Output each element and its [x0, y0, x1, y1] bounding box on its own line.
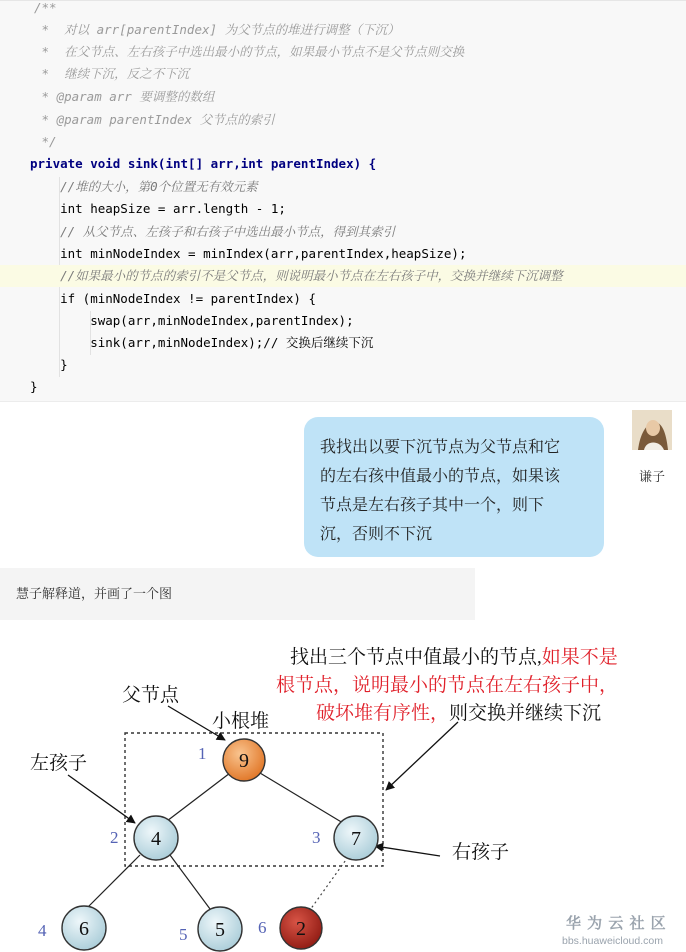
- label-left-child: 左孩子: [30, 753, 88, 774]
- avatar-image: [632, 410, 672, 450]
- heap-diagram: [0, 630, 686, 952]
- node-index: 4: [38, 921, 47, 940]
- code-line: * @param parentIndex 父节点的索引: [34, 112, 275, 127]
- code-line: * 对以 arr[parentIndex] 为父节点的堆进行调整（下沉）: [34, 22, 400, 37]
- chat-bubble-line: 我找出以要下沉节点为父节点和它: [320, 439, 561, 456]
- label-heap: 小根堆: [212, 711, 270, 732]
- tree-edge: [170, 855, 213, 913]
- code-line: * @param arr 要调整的数组: [34, 89, 215, 104]
- tree-edge: [167, 773, 230, 821]
- chat-bubble: [304, 417, 604, 557]
- code-line: //如果最小的节点的索引不是父节点，则说明最小节点在左右孩子中，交换并继续下沉调整: [30, 268, 563, 283]
- chat-bubble-line: 节点是左右孩子其中一个，则下: [320, 497, 545, 514]
- code-line: */: [34, 134, 57, 149]
- diagram-title-red: 如果不是: [541, 647, 618, 668]
- code-line: * 继续下沉，反之不下沉: [34, 66, 190, 81]
- node-index: 3: [312, 828, 321, 847]
- code-line: * 在父节点、左右孩子中选出最小的节点，如果最小节点不是父节点则交换: [34, 44, 465, 59]
- heap-node-6: [258, 907, 322, 949]
- diagram-title-red: 根节点，说明最小的节点在左右孩子中，: [276, 675, 619, 696]
- code-line: }: [30, 379, 38, 394]
- node-value: 7: [351, 828, 361, 850]
- diagram-title-red: 破坏堆有序性，: [316, 703, 450, 724]
- node-index: 6: [258, 918, 267, 937]
- label-right-child: 右孩子: [452, 842, 510, 863]
- node-value: 4: [151, 828, 161, 850]
- code-line: if (minNodeIndex != parentIndex) {: [30, 291, 316, 306]
- diagram-title-black: 则交换并继续下沉: [449, 703, 602, 724]
- watermark-url: bbs.huaweicloud.com: [562, 935, 663, 947]
- code-line: swap(arr,minNodeIndex,parentIndex);: [30, 313, 354, 328]
- heap-node-2: [110, 816, 178, 860]
- node-index: 1: [198, 744, 207, 763]
- node-value: 6: [79, 918, 89, 940]
- node-index: 2: [110, 828, 119, 847]
- tree-edge: [82, 855, 140, 913]
- node-value: 9: [239, 750, 249, 772]
- code-line: //堆的大小，第0个位置无有效元素: [30, 179, 258, 194]
- code-line: }: [30, 357, 68, 372]
- tree-edge: [260, 773, 343, 823]
- tree-edge-dotted: [310, 857, 348, 910]
- diagram-title: [290, 645, 618, 668]
- code-line: int minNodeIndex = minIndex(arr,parentIndex,heapSize);: [30, 246, 467, 261]
- code-line: private void sink(int[] arr,int parentIndex) {: [30, 156, 377, 171]
- label-parent: 父节点: [122, 685, 180, 706]
- diagram-title-black: 找出三个节点中值最小的节点,: [290, 647, 542, 668]
- code-block: [0, 0, 686, 402]
- node-value: 2: [296, 918, 306, 940]
- chat-bubble-line: 沉，否则不下沉: [320, 526, 433, 543]
- code-line: // 从父节点、左孩子和右孩子中选出最小节点，得到其索引: [30, 224, 396, 239]
- code-line: /**: [34, 0, 57, 15]
- chat-bubble-line: 的左右孩中值最小的节点，如果该: [320, 468, 561, 485]
- arrow-title: [386, 722, 458, 790]
- diagram-title: [316, 702, 601, 724]
- arrow-right-child: [375, 846, 440, 856]
- code-line: int heapSize = arr.length - 1;: [30, 201, 286, 216]
- heap-node-3: [312, 816, 378, 860]
- heap-node-1: [198, 739, 265, 781]
- watermark-title: 华 为 云 社 区: [566, 915, 667, 932]
- heap-node-4: [38, 906, 106, 950]
- code-line: sink(arr,minNodeIndex);// 交换后继续下沉: [30, 335, 374, 350]
- heap-node-5: [179, 907, 242, 951]
- node-value: 5: [215, 919, 225, 941]
- avatar[interactable]: [632, 410, 672, 450]
- node-index: 5: [179, 925, 188, 944]
- caption: 慧子解释道，并画了一个图: [0, 568, 475, 620]
- username: 谦子: [638, 469, 665, 484]
